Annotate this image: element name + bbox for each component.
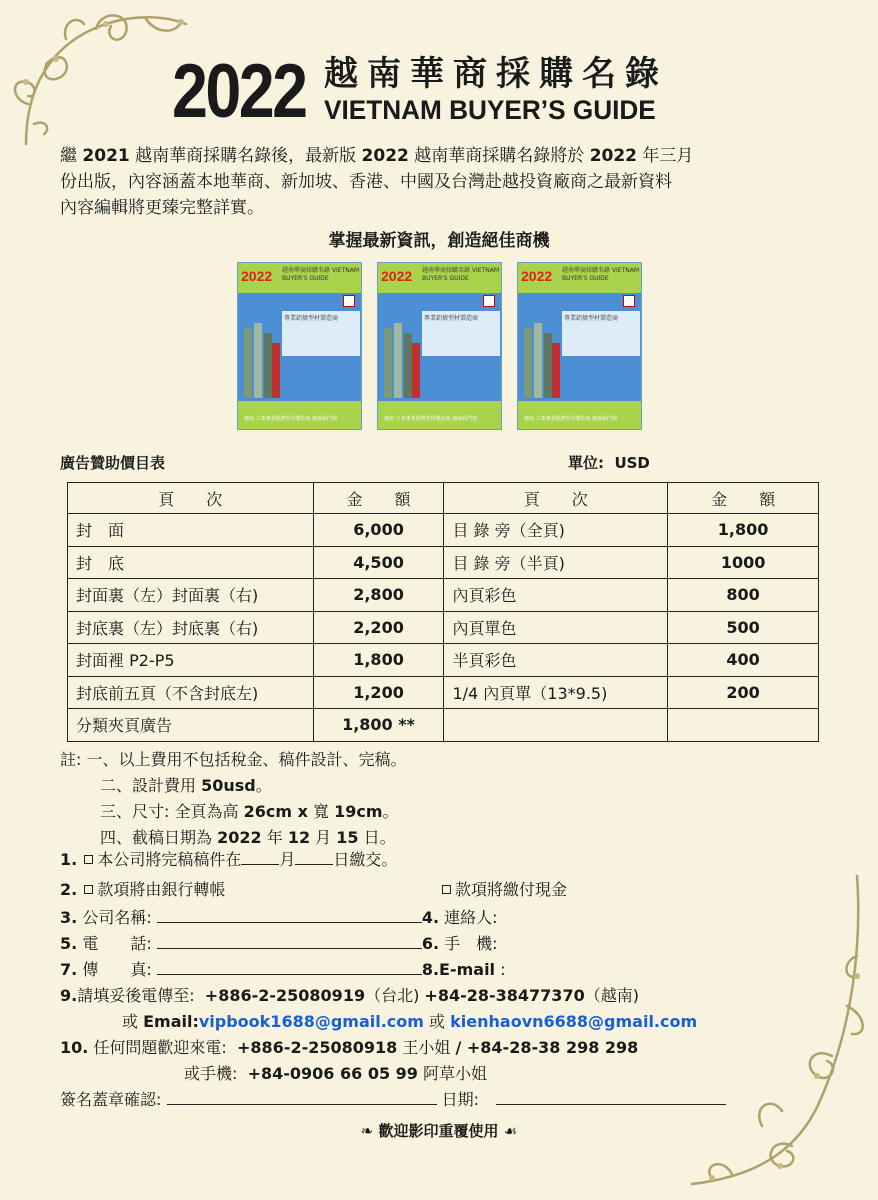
form-row-fax: 7. 傳 真: 8.E-mail :	[60, 960, 506, 979]
flyer-page: 2022 越南華商採購名錄 VIETNAM BUYER’S GUIDE 繼 2021 越南華商採購名錄後，最新版 2022 越南華商採購名錄將於 2022 年三月 份出版，內容涵蓋本地華商、新加坡、香港、中國及台灣赴越投資廠商之最新資料 內容編輯將更臻完整詳實。 掌握最新資訊，創造絕佳商機 2022 越南華商採購名錄 VIETNAM BUYER'S GUIDE 專業鋁擠型材製造商 越南 工業專業鋁擠型材製造商 越南鋁門窗 2022 越南華商採購名錄 VIETNAM BUYER'S GUIDE 專業鋁擠型材製造商 越南 工業專業鋁擠型材製造商 越南鋁門窗 2022 越南華商採購名錄 VIETNAM BUYER'S GUIDE 專業鋁擠型材製造商 越南 工業專業鋁擠型材製造商 越南鋁門窗 廣告贊助價目表 單位: USD 頁 次 金 額 頁 次 金 額 封 面 6,000 目 錄 旁（全頁) 1,800 封 底 4,500 目 錄 旁（半頁) 1000 封面裏（左）封面裏（右) 2,800 內頁彩色 800 封底裏（左）封底裏（右) 2,200 內頁單色 500 封面裡 P2-P5 1,800 半頁彩色 400 封底前五頁（不含封底左) 1,200 1/4 內頁單（13*9.5) 200 分類夾頁廣告 1,800 ** 註: 一、以上費用不包括稅金、稿件設計、完稿。 二、設計費用 50usd。 三、尺寸: 全頁為高 26cm x 寬 19cm。 四、截稿日期為 2022 年 12 月 15 日。 1. 本公司將完稿稿件在 月 日繳交。 2. 款項將由銀行轉帳 款項將繳付現金 3. 公司名稱: 4. 連絡人: 5. 電 話: 6. 手 機: 7. 傳 真: 8.E-mail : 9.請填妥後電傳至: +886-2-25080919（台北) +84-28-38477370（越南) 或 Email:vipbook1688@gmail.com 或 kienhaovn6688@gmail.com 10. 任何問題歡迎來電: +886-2-25080918 王小姐 / +84-28-38 298 298 或手機: +84-0906 66 05 99 阿草小姐 簽名蓋章確認: 日期: ❧ 歡迎影印重覆使用 ☙	[0, 0, 878, 1200]
cover-thumbnails	[237, 262, 642, 430]
masthead-year: 2022	[172, 49, 306, 134]
slogan: 掌握最新資訊，創造絕佳商機	[328, 231, 550, 251]
table-row: 分類夾頁廣告 1,800 **	[68, 709, 819, 742]
signature-field[interactable]	[167, 1090, 437, 1105]
table-row: 封 底 4,500 目 錄 旁（半頁) 1000	[68, 546, 819, 579]
form-row-delivery: 1. 本公司將完稿稿件在 月 日繳交。	[60, 850, 398, 869]
company-name-field[interactable]	[157, 908, 422, 923]
cover-image: 2022 越南華商採購名錄 VIETNAM BUYER'S GUIDE 專業鋁擠型材製造商 越南 工業專業鋁擠型材製造商 越南鋁門窗	[377, 262, 502, 430]
form-row-phone: 5. 電 話: 6. 手 機:	[60, 934, 498, 953]
form-row-mobile: 或手機: +84-0906 66 05 99 阿草小姐	[184, 1064, 488, 1083]
price-table	[67, 482, 819, 742]
form-row-signature: 簽名蓋章確認: 日期:	[60, 1087, 726, 1110]
form-row-contact: 10. 任何問題歡迎來電: +886-2-25080918 王小姐 / +84-28-38 298 298	[60, 1038, 639, 1057]
footer-note: ❧ 歡迎影印重覆使用 ☙	[360, 1122, 518, 1140]
checkbox-bank-transfer[interactable]	[84, 885, 93, 894]
email-link-2[interactable]: kienhaovn6688@gmail.com	[450, 1012, 698, 1031]
cover-image: 2022 越南華商採購名錄 VIETNAM BUYER'S GUIDE 專業鋁擠型材製造商 越南 工業專業鋁擠型材製造商 越南鋁門窗	[237, 262, 362, 430]
checkbox-delivery[interactable]	[84, 855, 93, 864]
checkbox-cash[interactable]	[442, 885, 451, 894]
table-row: 封底前五頁（不含封底左) 1,200 1/4 內頁單（13*9.5) 200	[68, 676, 819, 709]
currency-unit: 單位: USD	[568, 454, 650, 472]
floral-ornament-top-left	[6, 4, 196, 154]
title-english: VIETNAM BUYER’S GUIDE	[324, 95, 656, 125]
form-row-email: 或 Email:vipbook1688@gmail.com 或 kienhaovn6688@gmail.com	[122, 1012, 698, 1031]
email-link-1[interactable]: vipbook1688@gmail.com	[198, 1012, 424, 1031]
ornament-left-icon: ❧	[360, 1122, 374, 1140]
fax-field[interactable]	[157, 960, 422, 975]
ornament-right-icon: ☙	[503, 1122, 518, 1140]
floral-ornament-bottom-right	[672, 866, 872, 1196]
phone-field[interactable]	[157, 934, 422, 949]
table-row: 封面裡 P2-P5 1,800 半頁彩色 400	[68, 644, 819, 677]
form-row-send-to: 9.請填妥後電傳至: +886-2-25080919（台北) +84-28-38477370（越南)	[60, 986, 639, 1005]
notes: 註: 一、以上費用不包括稅金、稿件設計、完稿。 二、設計費用 50usd。 三、尺寸: 全頁為高 26cm x 寬 19cm。 四、截稿日期為 2022 年 12 月 15 日。	[60, 750, 407, 847]
cover-image: 2022 越南華商採購名錄 VIETNAM BUYER'S GUIDE 專業鋁擠型材製造商 越南 工業專業鋁擠型材製造商 越南鋁門窗	[517, 262, 642, 430]
day-field[interactable]	[295, 850, 333, 865]
date-field[interactable]	[496, 1090, 726, 1105]
price-list-title: 廣告贊助價目表	[60, 454, 166, 472]
table-header-row: 頁 次 金 額 頁 次 金 額	[68, 483, 819, 514]
table-row: 封 面 6,000 目 錄 旁（全頁) 1,800	[68, 514, 819, 547]
intro-paragraph: 繼 2021 越南華商採購名錄後，最新版 2022 越南華商採購名錄將於 2022 年三月 份出版，內容涵蓋本地華商、新加坡、香港、中國及台灣赴越投資廠商之最新資料 內容編輯將更臻完整詳實。	[60, 146, 694, 218]
table-row: 封面裏（左）封面裏（右) 2,800 內頁彩色 800	[68, 579, 819, 612]
masthead	[172, 49, 668, 134]
table-row: 封底裏（左）封底裏（右) 2,200 內頁單色 500	[68, 611, 819, 644]
title-chinese: 越南華商採購名錄	[324, 54, 668, 94]
form-row-payment: 2. 款項將由銀行轉帳	[60, 880, 226, 899]
month-field[interactable]	[241, 850, 279, 865]
form-row-company: 3. 公司名稱: 4. 連絡人:	[60, 908, 498, 927]
